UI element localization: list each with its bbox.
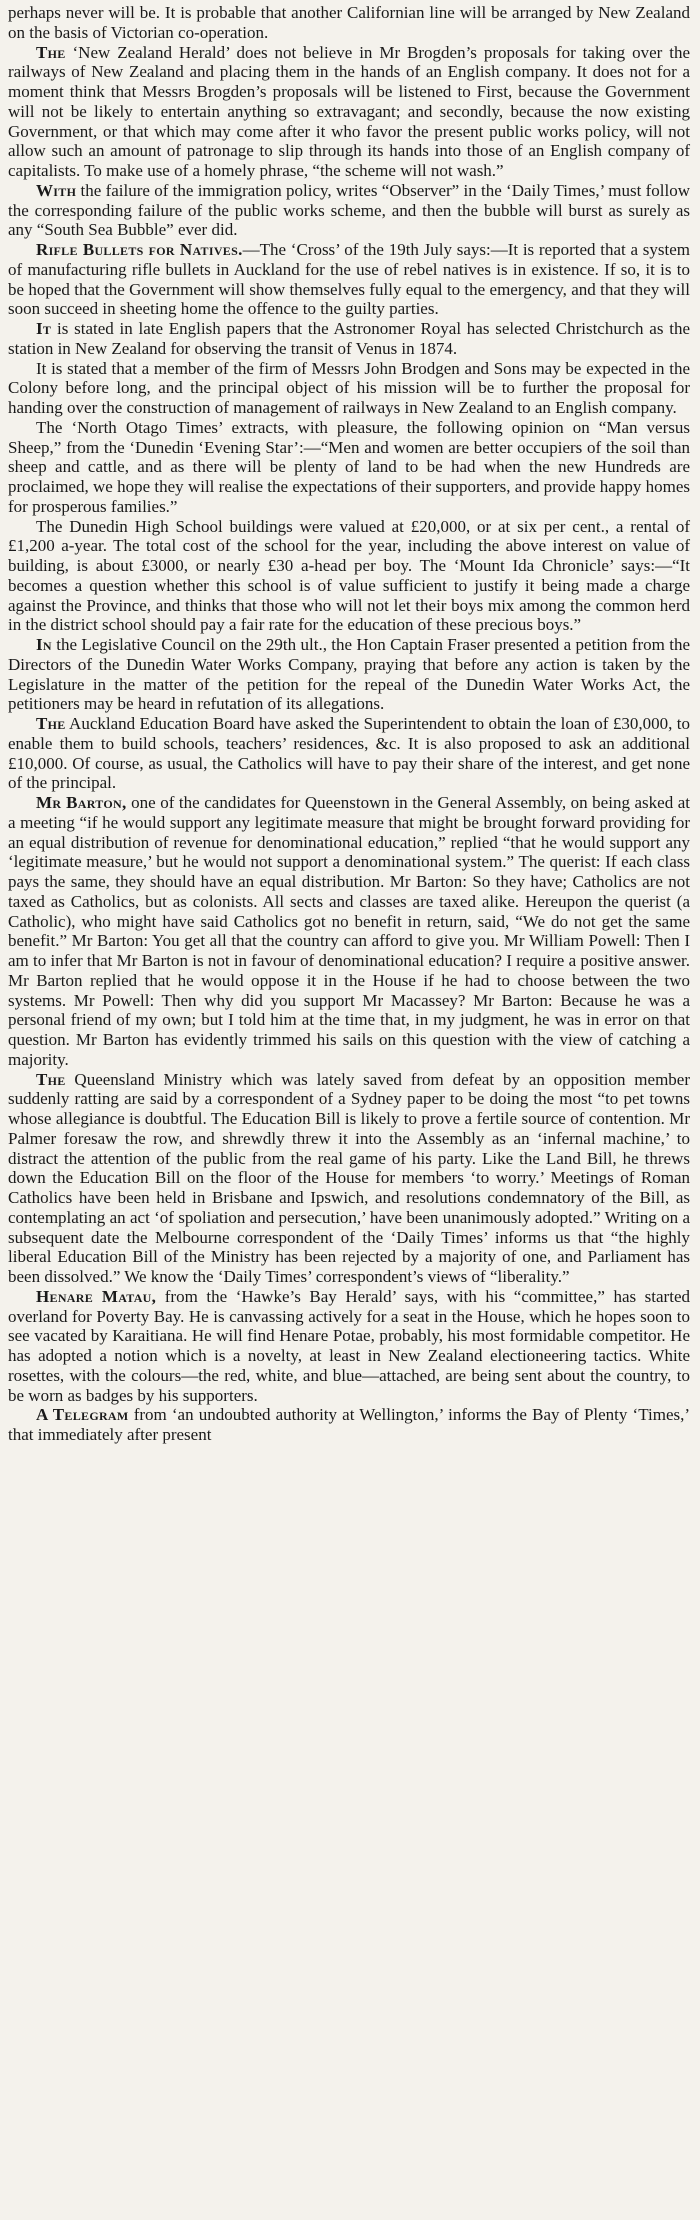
paragraph-text: one of the candidates for Queenstown in the General Assembly, on being asked at a meeting “if he would support any legitimate measure that might be brought forward providing for an equal distribution of revenue for denominational education,” replied “that he would support any ‘legitimate measure,’ but he would not support a denominational system.” The querist: If each class pays the same, they should have an equal distribution. Mr Barton: So they have; Catholics are not taxed as Catholics, but as colonists. All sects and classes are taxed alike. Hereupon the querist (a Catholic), who might have said Catholics got no benefit in return, said, “We do not get the same benefit.” Mr Barton: You get all that the country can afford to give you. Mr William Powell: Then I am to infer that Mr Barton is not in favour of denominational education? I require a positive answer. Mr Barton replied that he would oppose it in the House if he had to choose between the two systems. Mr Powell: Then why did you support Mr Macassey? Mr Barton: Because he was a personal friend of my own; but I told him at the time that, in my judgment, he was in error on that question. Mr Barton has evidently trimmed his sails on this question with the view of catching a majority. <box>8 793 691 1069</box>
paragraph-text: the Legislative Council on the 29th ult., the Hon Captain Fraser presented a petition from the Directors of the Dunedin Water Works Company, praying that before any action is taken by the Legislature in the matter of the petition for the repeal of the Dunedin Water Works Act, the petitioners may be heard in refutation of its allegations. <box>8 635 691 714</box>
paragraph-rifle-bullets <box>8 240 690 319</box>
paragraph-lead: Henare Matau, <box>36 1286 157 1306</box>
paragraph-lead: With <box>36 180 77 200</box>
paragraph-queensland-ministry <box>8 1070 690 1287</box>
paragraph-lead: Rifle Bullets for Natives. <box>36 240 243 259</box>
paragraph-high-school <box>8 517 690 636</box>
paragraph-text: perhaps never will be. It is probable that another Californian line will be arranged by New Zealand on the basis of Victorian co-operation. <box>8 3 690 42</box>
paragraph-text: the failure of the immigration policy, writes “Observer” in the ‘Daily Times,’ must follow the corresponding failure of the public works scheme, and then the bubble will burst as surely as any “South Sea Bubble” ever did. <box>8 180 691 240</box>
paragraph-text: from ‘an undoubted authority at Wellington,’ informs the Bay of Plenty ‘Times,’ that immediately after present <box>8 1405 691 1444</box>
paragraph-mr-barton <box>8 793 690 1070</box>
paragraph-brogden-railways <box>8 43 690 181</box>
paragraph-transit-of-venus <box>8 319 690 359</box>
paragraph-text: The Dunedin High School buildings were valued at £20,000, or at six per cent., a rental of £1,200 a-year. The total cost of the school for the year, including the above interest on value of building, is about £3000, or nearly £30 a-head per boy. The ‘Mount Ida Chronicle’ says:—“It becomes a question whether this school is of value sufficient to justify it being made a charge against the Province, and thinks that those who will not let their boys mix among the common herd in the district school should pay a fair rate for the education of these precious boys.” <box>8 516 690 635</box>
paragraph-telegram <box>8 1405 690 1445</box>
paragraph-lead: In <box>36 635 52 654</box>
paragraph-text: is stated in late English papers that the Astronomer Royal has selected Christchurch as the station in New Zealand for observing the transit of Venus in 1874. <box>8 319 690 358</box>
paragraph-lead: The <box>36 42 66 62</box>
paragraph-text: Queensland Ministry which was lately saved from defeat by an opposition member suddenly ratting are said by a correspondent of a Sydney paper to be doing the most “to pet towns whose allegiance is doubtful. The Education Bill is likely to prove a fertile source of contention. Mr Palmer foresaw the row, and shrewdly threw it into the Assembly as an ‘infernal machine,’ to distract the attention of the public from the real game of his party. Like the Land Bill, he threws down the Education Bill on the floor of the House for members ‘to worry.’ Meetings of Roman Catholics have been held in Brisbane and Ipswich, and resolutions condemnatory of the Bill, as contemplating an act ‘of spoliation and persecution,’ have been unanimously adopted.” Writing on a subsequent date the Melbourne correspondent of the ‘Daily Times’ informs us that “the highly liberal Education Bill of the Ministry has been rejected by a majority of one, and Parliament has been dissolved.” We know the ‘Daily Times’ correspondent’s views of “liberality.” <box>8 1069 691 1286</box>
paragraph-man-versus-sheep <box>8 418 690 517</box>
paragraph-text: The ‘North Otago Times’ extracts, with pleasure, the following opinion on “Man versus Sheep,” from the ‘Dunedin ‘Evening Star’:—“Men and women are better occupiers of the soil than sheep and cattle, and as there will be plenty of land to be had when the new Hundreds are proclaimed, we hope they will realise the expectations of their supporters, and provide happy homes for prosperous families.” <box>8 417 690 516</box>
paragraph-text: ‘New Zealand Herald’ does not believe in Mr Brogden’s proposals for taking over the railways of New Zealand and placing them in the hands of an English company. It does not for a moment think that Messrs Brogden’s proposals will be listened to First, because the Government will not be likely to entertain anything so extravagant; and secondly, because the now existing Government, or that which may come after it who favor the present public works policy, will not allow such an amount of patronage to slip through its hands into those of an English company of capitalists. To make use of a homely phrase, “the scheme will not wash.” <box>8 42 691 180</box>
paragraph-immigration-policy <box>8 181 690 240</box>
paragraph-lead: A Telegram <box>36 1405 129 1425</box>
paragraph-text: from the ‘Hawke’s Bay Herald’ says, with his “committee,” has started overland for Poverty Bay. He is canvassing actively for a seat in the House, which he hopes soon to see vacated by Karaitiana. He will find Henare Potae, probably, his most formidable competitor. He has adopted a notion which is a novelty, at least in New Zealand electioneering tactics. White rosettes, with the colours—the red, white, and blue—attached, are being sent about the country, to be worn as badges by his supporters. <box>8 1286 690 1405</box>
paragraph-lead: Mr Barton, <box>36 793 127 812</box>
paragraph-henare-matau <box>8 1287 690 1406</box>
paragraph-continuation <box>8 3 690 43</box>
paragraph-text: —The ‘Cross’ of the 19th July says:—It is reported that a system of manufacturing rifle bullets in Auckland for the use of rebel natives is in existence. If so, it is to be hoped that the Government will show themselves fully equal to the emergency, and that they will soon succeed in sheeting home the offence to the guilty parties. <box>8 240 690 319</box>
paragraph-legislative-council <box>8 635 690 714</box>
paragraph-lead: The <box>36 714 66 733</box>
paragraph-education-board <box>8 714 690 793</box>
paragraph-lead: It <box>36 319 52 338</box>
paragraph-lead: The <box>36 1069 66 1089</box>
paragraph-text: Auckland Education Board have asked the Superintendent to obtain the loan of £30,000, to enable them to build schools, teachers’ residences, &c. It is also proposed to ask an additional £10,000. Of course, as usual, the Catholics will have to pay their share of the interest, and get none of the principal. <box>8 714 690 793</box>
paragraph-brodgen-firm <box>8 359 690 418</box>
paragraph-text: It is stated that a member of the firm of Messrs John Brodgen and Sons may be expected in the Colony before long, and the principal object of his mission will be to further the proposal for handing over the construction of management of railways in New Zealand to an English company. <box>8 358 690 417</box>
